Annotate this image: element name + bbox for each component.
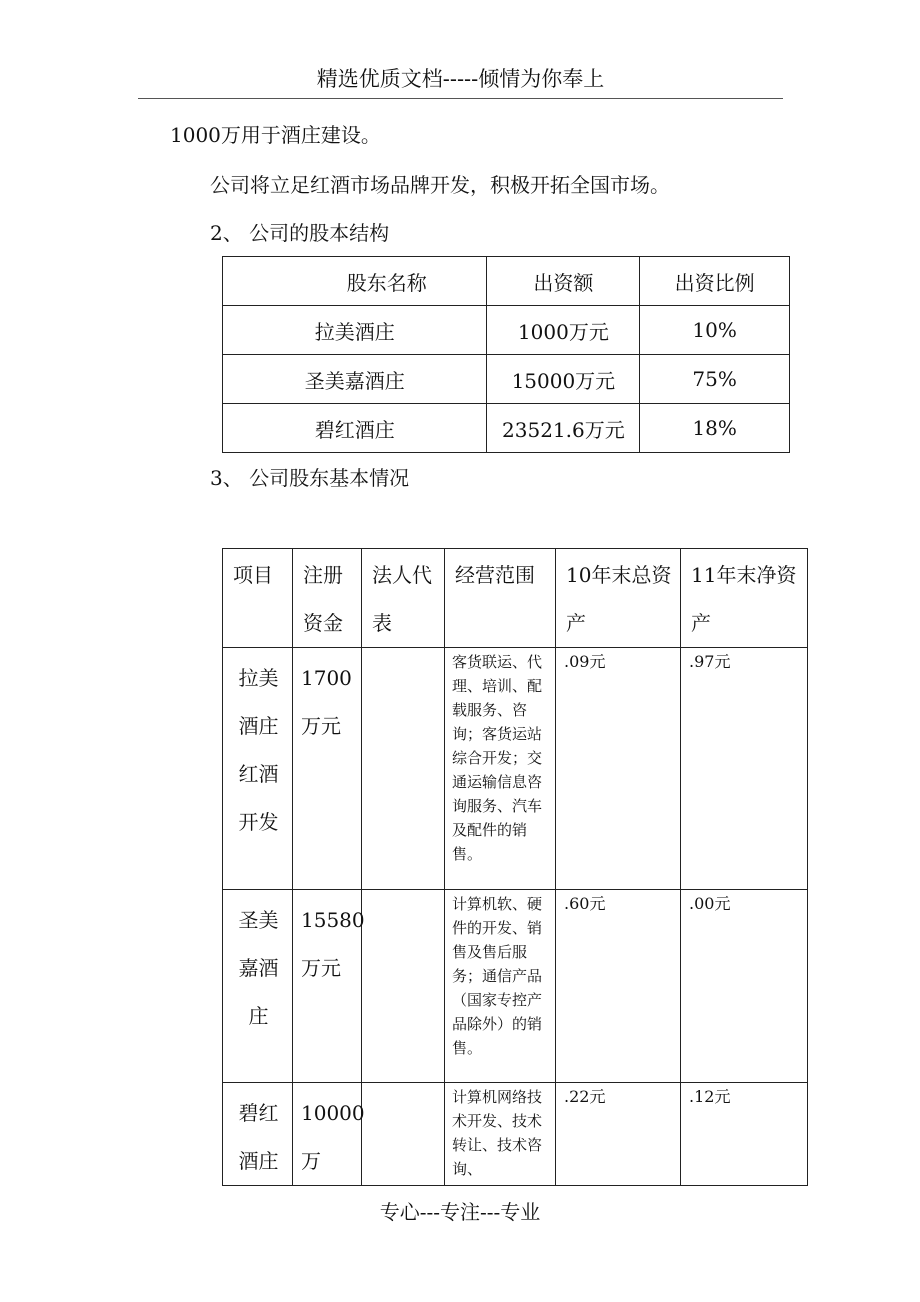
contribution-ratio: 10% (640, 306, 790, 355)
contribution-ratio: 75% (640, 355, 790, 404)
header-cell: 10年末总资产 (556, 549, 681, 648)
total-assets: .09元 (556, 648, 681, 890)
shareholder-name: 圣美嘉酒庄 (223, 355, 487, 404)
business-scope: 客货联运、代理、培训、配载服务、咨询；客货运站综合开发；交通运输信息咨询服务、汽车及配件的销售。 (445, 648, 556, 890)
shareholder-name: 拉美酒庄 (223, 306, 487, 355)
header-cell: 股东名称 (223, 257, 487, 306)
business-scope: 计算机软、硬件的开发、销售及售后服务；通信产品（国家专控产品除外）的销售。 (445, 890, 556, 1083)
table-header-row (223, 549, 808, 648)
registered-capital: 10000万 (293, 1083, 362, 1186)
header-cell: 出资比例 (640, 257, 790, 306)
table-row (223, 890, 808, 1083)
page-footer: 专心---专注---专业 (379, 1200, 541, 1224)
legal-representative (362, 890, 445, 1083)
registered-capital: 1700万元 (293, 648, 362, 890)
total-assets: .60元 (556, 890, 681, 1083)
net-assets: .97元 (681, 648, 808, 890)
contribution-amount: 15000万元 (487, 355, 640, 404)
shareholder-name: 碧红酒庄 (223, 404, 487, 453)
company-name: 拉美酒庄红酒开发 (223, 648, 293, 890)
contribution-ratio: 18% (640, 404, 790, 453)
total-assets: .22元 (556, 1083, 681, 1186)
net-assets: .12元 (681, 1083, 808, 1186)
table-row (223, 1083, 808, 1186)
section-heading-shareholders: 3、 公司股东基本情况 (210, 466, 410, 490)
company-name: 圣美嘉酒庄 (223, 890, 293, 1083)
contribution-amount: 1000万元 (487, 306, 640, 355)
header-cell: 法人代表 (362, 549, 445, 648)
legal-representative (362, 1083, 445, 1186)
table-row (223, 355, 790, 404)
equity-structure-table (222, 256, 790, 453)
contribution-amount: 23521.6万元 (487, 404, 640, 453)
table-row (223, 648, 808, 890)
legal-representative (362, 648, 445, 890)
table-row (223, 404, 790, 453)
header-cell: 11年末净资产 (681, 549, 808, 648)
header-cell: 项目 (223, 549, 293, 648)
business-scope: 计算机网络技术开发、技术转让、技术咨询、 (445, 1083, 556, 1186)
company-name: 碧红酒庄 (223, 1083, 293, 1186)
header-cell: 出资额 (487, 257, 640, 306)
header-cell: 注册资金 (293, 549, 362, 648)
section-heading-equity: 2、 公司的股本结构 (210, 221, 390, 245)
net-assets: .00元 (681, 890, 808, 1083)
paragraph-budget: 1000万用于酒庄建设。 (170, 123, 381, 147)
registered-capital: 15580万元 (293, 890, 362, 1083)
header-cell: 经营范围 (445, 549, 556, 648)
table-header-row (223, 257, 790, 306)
shareholders-info-table (222, 548, 808, 1186)
page-header: 精选优质文档-----倾情为你奉上 (138, 64, 783, 99)
paragraph-strategy: 公司将立足红酒市场品牌开发，积极开拓全国市场。 (210, 173, 670, 197)
table-row (223, 306, 790, 355)
